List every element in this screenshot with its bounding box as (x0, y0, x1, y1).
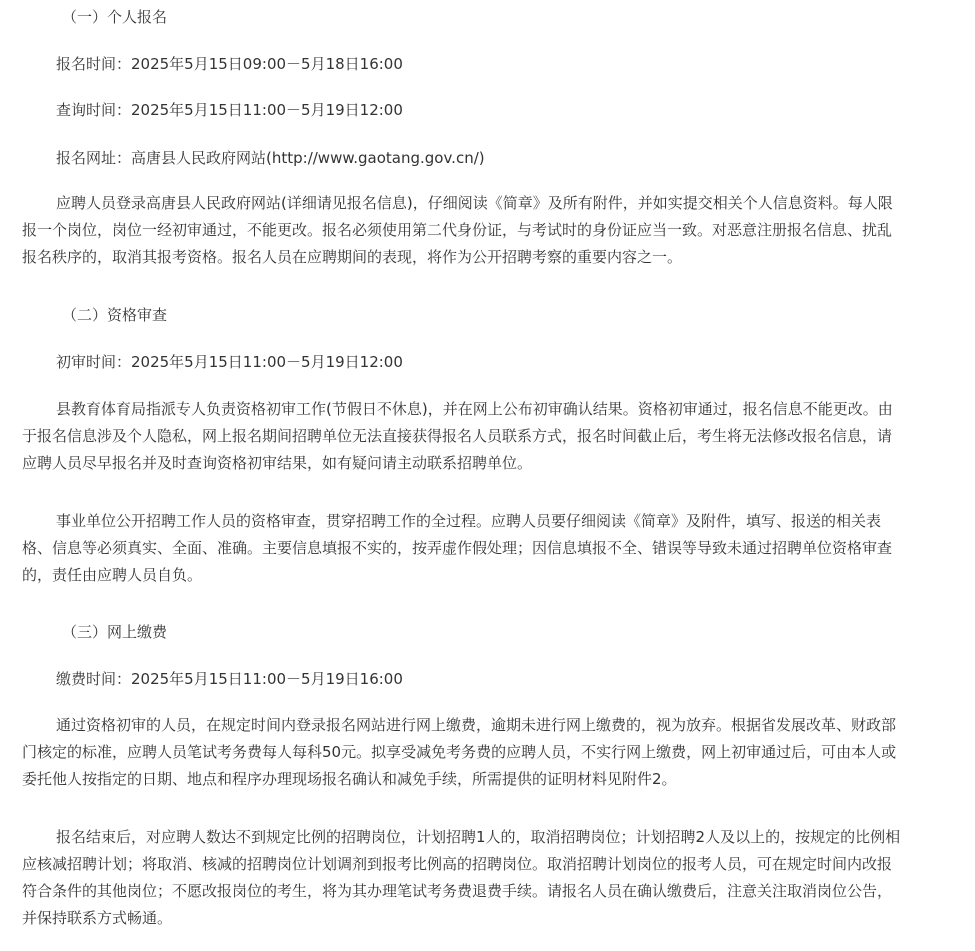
registration-url: 报名网址：高唐县人民政府网站(http://www.gaotang.gov.cn/) (56, 149, 485, 167)
paragraph-line: 应聘人员登录高唐县人民政府网站(详细请见报名信息)，仔细阅读《简章》及所有附件，并如实提交相关个人信息资料。每人限 (56, 194, 893, 212)
paragraph-line: 并保持联系方式畅通。 (22, 909, 173, 927)
section-heading-qualification: （二）资格审查 (62, 306, 168, 324)
registration-time: 报名时间：2025年5月15日09:00－5月18日16:00 (56, 55, 403, 73)
section-heading-registration: （一）个人报名 (62, 8, 168, 26)
paragraph-line: 报名结束后，对应聘人数达不到规定比例的招聘岗位，计划招聘1人的，取消招聘岗位；计划招聘2人及以上的，按规定的比例相 (56, 828, 901, 846)
paragraph-line: 报名秩序的，取消其报考资格。报名人员在应聘期间的表现，将作为公开招聘考察的重要内容之一。 (22, 248, 683, 266)
paragraph-line: 的，责任由应聘人员自负。 (22, 566, 203, 584)
paragraph-line: 委托他人按指定的日期、地点和程序办理现场报名确认和减免手续，所需提供的证明材料见附件2。 (22, 770, 677, 788)
paragraph-line: 县教育体育局指派专人负责资格初审工作(节假日不休息)，并在网上公布初审确认结果。资格初审通过，报名信息不能更改。由 (56, 400, 893, 418)
section-heading-payment: （三）网上缴费 (62, 623, 168, 641)
paragraph-line: 符合条件的其他岗位；不愿改报岗位的考生，将为其办理笔试考务费退费手续。请报名人员在确认缴费后，注意关注取消岗位公告， (22, 882, 893, 900)
paragraph-review-process (22, 508, 956, 589)
paragraph-line: 通过资格初审的人员，在规定时间内登录报名网站进行网上缴费，逾期未进行网上缴费的，视为放弃。根据省发展改革、财政部 (56, 716, 897, 734)
paragraph-registration-rules (22, 190, 956, 271)
payment-time: 缴费时间：2025年5月15日11:00－5月19日16:00 (56, 670, 403, 688)
paragraph-line: 于报名信息涉及个人隐私，网上报名期间招聘单位无法直接获得报名人员联系方式，报名时间截止后，考生将无法修改报名信息，请 (22, 427, 893, 445)
paragraph-line: 门核定的标准，应聘人员笔试考务费每人每科50元。拟享受减免考务费的应聘人员，不实行网上缴费，网上初审通过后，可由本人或 (22, 743, 897, 761)
paragraph-payment-rules (22, 712, 956, 793)
paragraph-line: 应核减招聘计划；将取消、核减的招聘岗位计划调剂到报考比例高的招聘岗位。取消招聘计划岗位的报考人员，可在规定时间内改报 (22, 855, 893, 873)
paragraph-post-registration (22, 824, 956, 932)
query-time: 查询时间：2025年5月15日11:00－5月19日12:00 (56, 101, 403, 119)
paragraph-review-work (22, 396, 956, 477)
initial-review-time: 初审时间：2025年5月15日11:00－5月19日12:00 (56, 353, 403, 371)
paragraph-line: 应聘人员尽早报名并及时查询资格初审结果，如有疑问请主动联系招聘单位。 (22, 454, 533, 472)
paragraph-line: 报一个岗位，岗位一经初审通过，不能更改。报名必须使用第二代身份证，与考试时的身份证应当一致。对恶意注册报名信息、扰乱 (22, 221, 893, 239)
paragraph-line: 格、信息等必须真实、全面、准确。主要信息填报不实的，按弄虚作假处理；因信息填报不全、错误等导致未通过招聘单位资格审查 (22, 539, 893, 557)
paragraph-line: 事业单位公开招聘工作人员的资格审查，贯穿招聘工作的全过程。应聘人员要仔细阅读《简章》及附件，填写、报送的相关表 (56, 512, 882, 530)
